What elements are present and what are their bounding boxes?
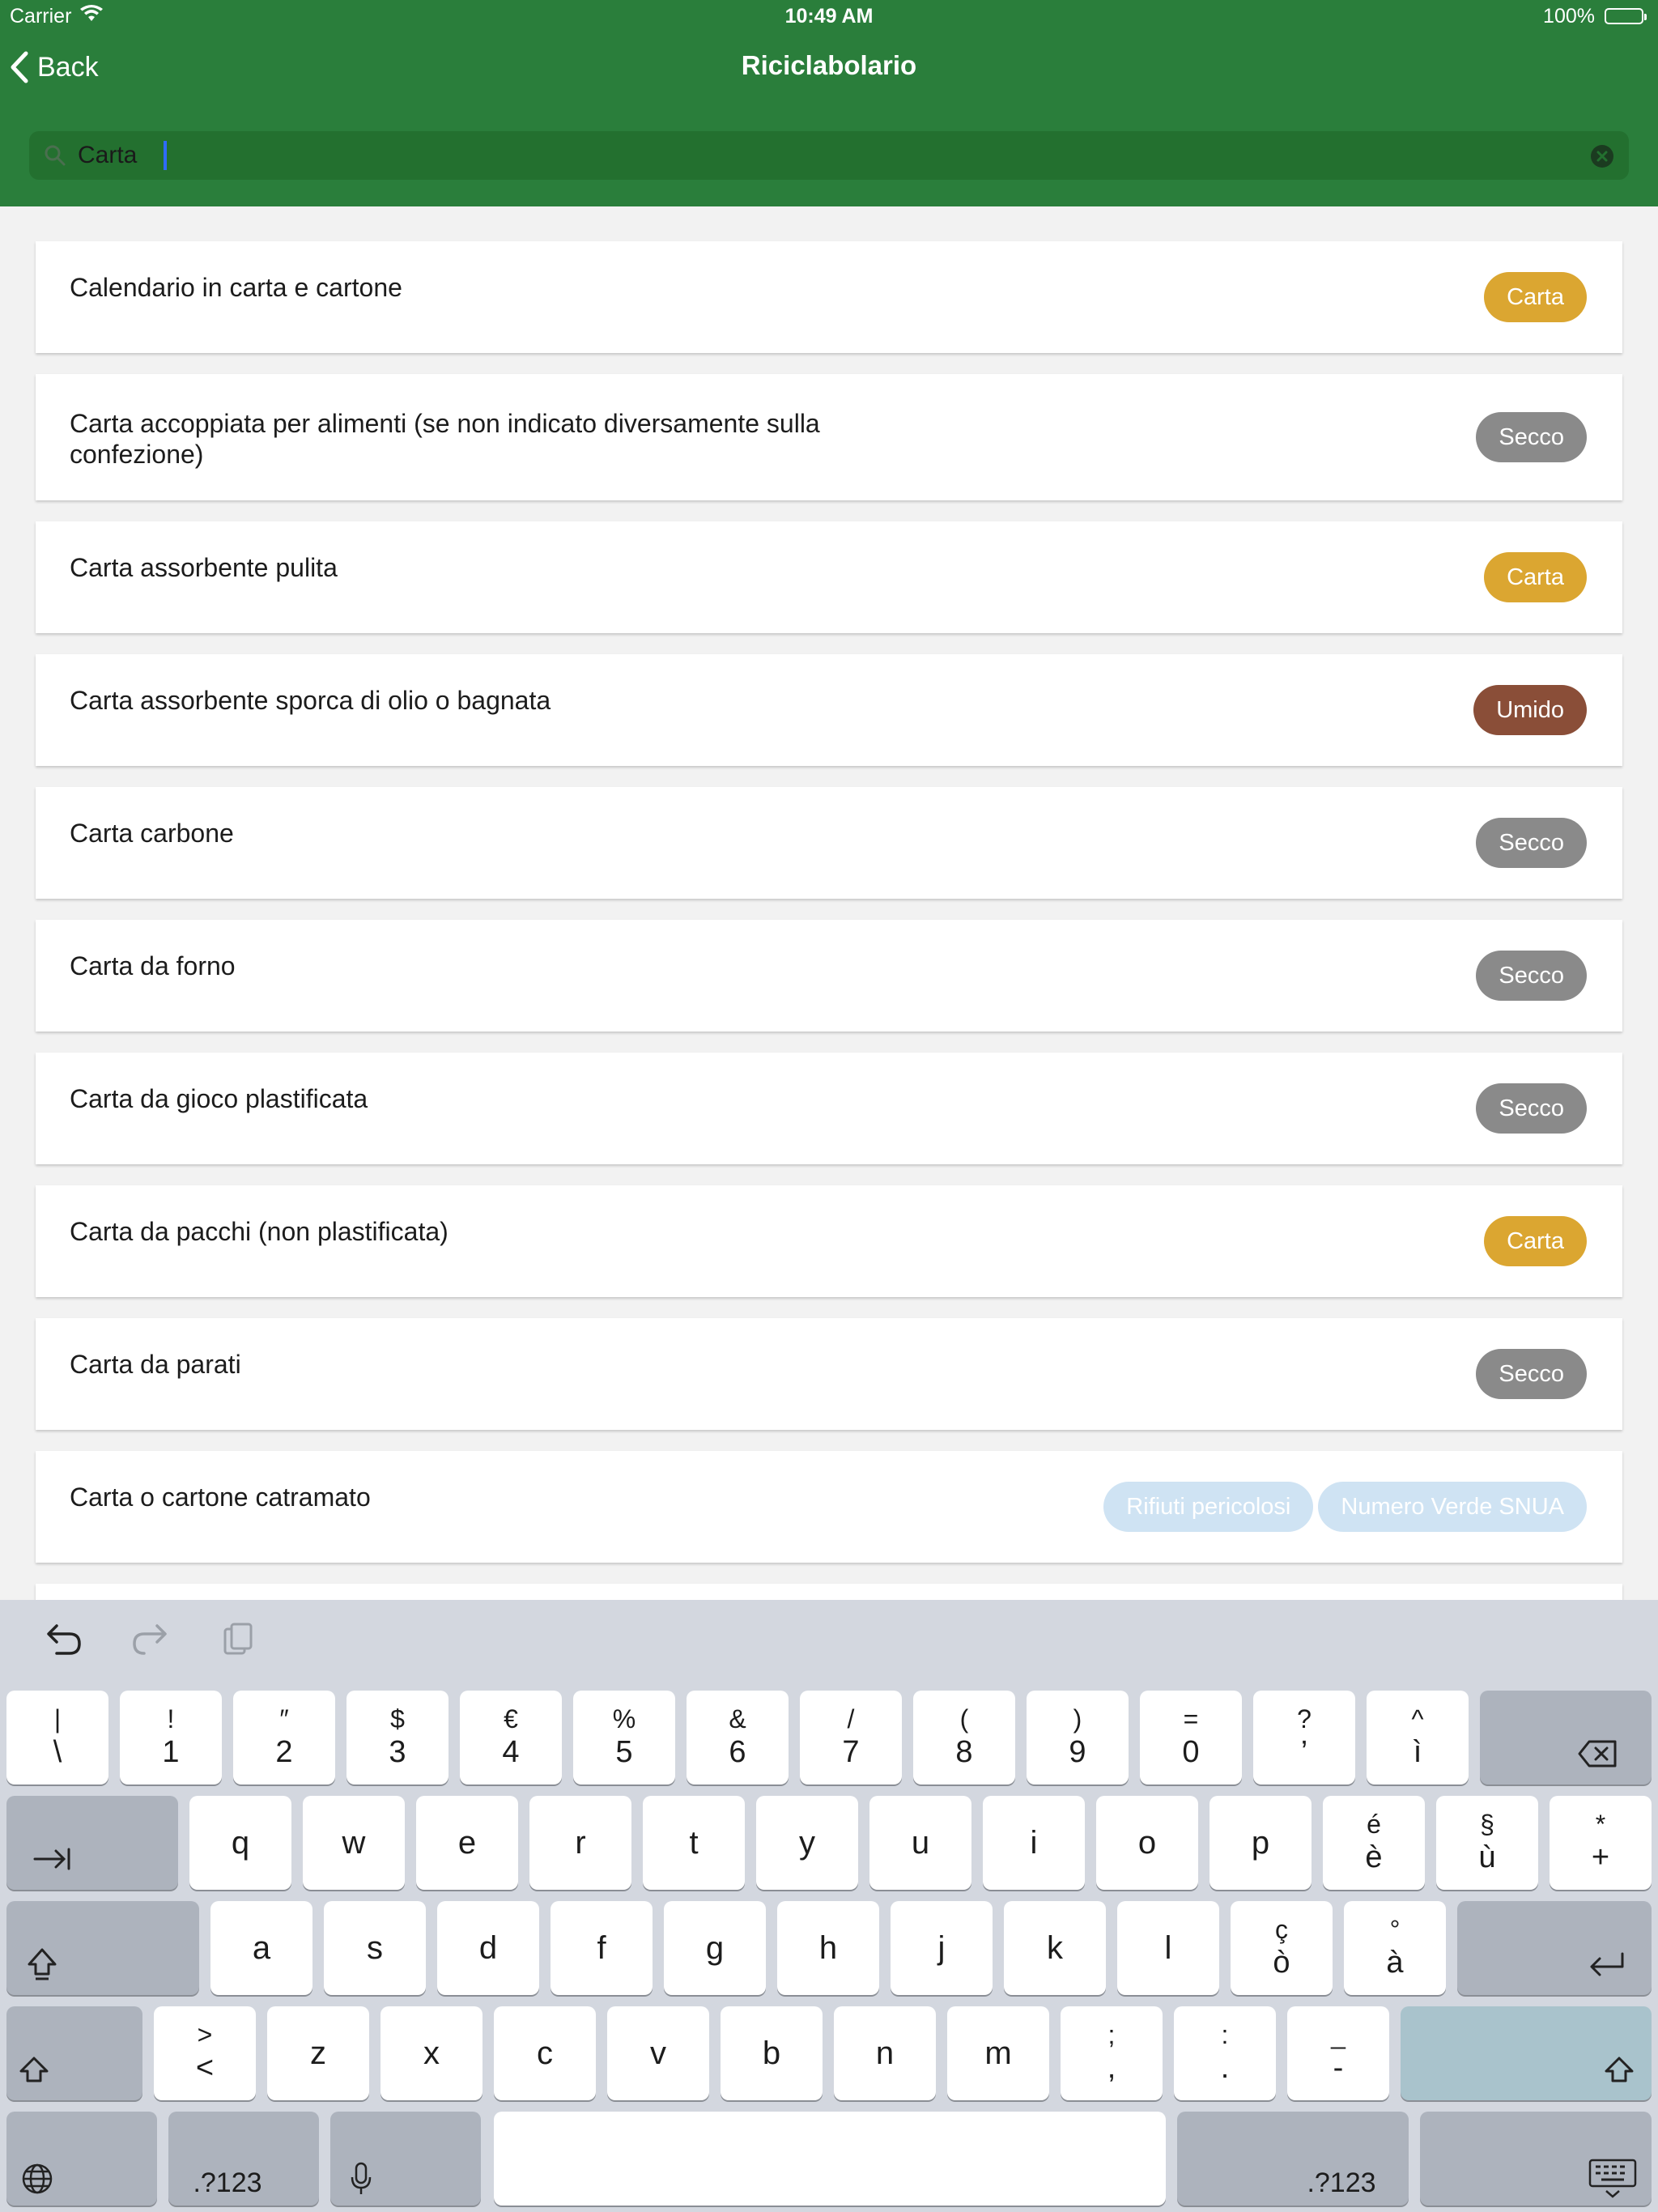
result-label: Carta carbone [70,819,234,848]
key[interactable] [416,1796,518,1890]
key[interactable] [664,1901,766,1995]
microphone-icon [349,2161,373,2197]
numbers-label: .?123 [1307,2167,1376,2198]
key-alt-label: = [1183,1704,1199,1733]
key-label: v [650,2035,666,2071]
key-alt-label: ) [1073,1704,1082,1733]
key-label: ò [1273,1946,1290,1980]
key-label: \ [53,1735,62,1769]
key[interactable] [721,2006,823,2100]
key-label: 8 [955,1735,973,1769]
category-badge[interactable]: Carta [1484,552,1587,602]
category-badges [1476,818,1587,868]
key-label: u [911,1824,930,1861]
delete-icon [1578,1739,1618,1768]
key[interactable] [6,1691,108,1784]
space-key[interactable] [494,2112,1166,2206]
category-badges [1476,412,1587,462]
key[interactable] [1061,2006,1163,2100]
key-label: y [799,1824,815,1861]
key[interactable] [437,1901,539,1995]
key-alt-label: / [847,1704,855,1733]
category-badge[interactable]: Numero Verde SNUA [1318,1482,1587,1532]
key-label: x [423,2035,440,2071]
key[interactable] [189,1796,291,1890]
result-label: Carta accoppiata per alimenti (se non indicato diversamente sulla confezione) [70,409,820,469]
key-alt-label: ( [959,1704,969,1733]
key[interactable] [643,1796,745,1890]
result-label: Carta da pacchi (non plastificata) [70,1217,449,1246]
category-badge[interactable]: Umido [1473,685,1587,735]
key[interactable] [891,1901,993,1995]
status-bar [0,0,1658,34]
key[interactable] [120,1691,222,1784]
key[interactable] [460,1691,562,1784]
key-alt-label: ! [167,1704,175,1733]
key-label: k [1047,1929,1063,1966]
return-icon [1587,1950,1627,1978]
key-label: , [1107,2051,1116,2085]
key-label: 3 [389,1735,406,1769]
key-label: 7 [842,1735,860,1769]
category-badges [1476,951,1587,1001]
key[interactable] [1174,2006,1276,2100]
key[interactable] [573,1691,675,1784]
key[interactable] [607,2006,709,2100]
key[interactable] [1096,1796,1198,1890]
key-label: m [984,2035,1012,2071]
key[interactable] [1140,1691,1242,1784]
key-label: a [252,1929,271,1966]
delete-key[interactable] [1480,1691,1652,1784]
category-badges [1476,1349,1587,1399]
result-card[interactable] [36,787,1622,899]
key-label: j [937,1929,946,1966]
dictation-key[interactable] [330,2112,481,2206]
key[interactable] [1287,2006,1389,2100]
key[interactable] [913,1691,1015,1784]
key[interactable] [380,2006,483,2100]
shift-icon [18,2055,50,2084]
key-label: o [1137,1824,1157,1861]
key-alt-label: ç [1275,1915,1288,1944]
key[interactable] [1027,1691,1129,1784]
result-card[interactable] [36,654,1622,766]
key-label: 2 [275,1735,293,1769]
result-card[interactable] [36,241,1622,353]
battery-percent: 100% [1543,5,1595,28]
key-label: è [1365,1840,1383,1874]
key[interactable] [777,1901,879,1995]
key-alt-label: $ [390,1704,405,1733]
clock: 10:49 AM [784,5,874,28]
redo-icon[interactable] [131,1621,168,1658]
key[interactable] [1436,1796,1538,1890]
key[interactable] [983,1796,1085,1890]
result-label: Calendario in carta e cartone [70,273,402,302]
back-label: Back [37,51,99,83]
tab-key[interactable] [6,1796,178,1890]
result-card[interactable] [36,1318,1622,1430]
key-label: l [1164,1929,1172,1966]
category-badges [1484,552,1587,602]
key[interactable] [1323,1796,1425,1890]
search-input[interactable] [78,131,1584,180]
key-alt-label: * [1595,1810,1606,1839]
key-alt-label: ″ [279,1704,289,1733]
search-bar[interactable] [29,131,1629,180]
category-badges [1476,1083,1587,1134]
caps-lock-key[interactable] [6,1901,199,1995]
key-alt-label: ? [1297,1704,1312,1733]
result-label: Carta da gioco plastificata [70,1084,368,1113]
result-label: Carta assorbente sporca di olio o bagnata [70,686,551,715]
key-alt-label: ; [1107,2020,1116,2049]
category-badge[interactable]: Carta [1484,1216,1587,1266]
key[interactable] [303,1796,405,1890]
keyboard [0,1600,1658,2212]
key[interactable] [233,1691,335,1784]
key[interactable] [529,1796,631,1890]
key-label: t [689,1824,699,1861]
key-label: b [762,2035,781,2071]
key[interactable] [869,1796,971,1890]
category-badge[interactable]: Secco [1476,412,1587,462]
key-label: . [1220,2051,1230,2085]
key-label: n [875,2035,895,2071]
key[interactable] [1231,1901,1333,1995]
key[interactable] [267,2006,369,2100]
category-badge[interactable]: Carta [1484,272,1587,322]
key-alt-label: € [504,1704,518,1733]
paste-icon[interactable] [222,1621,254,1658]
result-card[interactable] [36,920,1622,1032]
key-label: ì [1413,1735,1422,1769]
key-label: w [342,1824,366,1861]
key-label: e [457,1824,477,1861]
category-badge[interactable]: Secco [1476,951,1587,1001]
key[interactable] [324,1901,426,1995]
text-caret [164,141,167,170]
result-card[interactable] [36,1451,1622,1563]
key-label: s [367,1929,383,1966]
key[interactable] [551,1901,653,1995]
category-badges [1103,1482,1587,1532]
carrier-label: Carrier [10,5,72,28]
key-alt-label: : [1221,2020,1229,2049]
key[interactable] [1367,1691,1469,1784]
return-key[interactable] [1457,1901,1652,1995]
result-card[interactable] [36,374,1622,500]
category-badge[interactable]: Secco [1476,1083,1587,1134]
key-alt-label: > [197,2020,213,2049]
key-label: z [310,2035,326,2071]
key-label: à [1386,1946,1404,1980]
key[interactable] [1117,1901,1219,1995]
result-label: Carta assorbente pulita [70,553,338,582]
category-badges [1484,1216,1587,1266]
key-alt-label: & [729,1704,746,1733]
key[interactable] [947,2006,1049,2100]
key-label: p [1251,1824,1270,1861]
key-label: ’ [1300,1735,1308,1769]
key[interactable] [1253,1691,1355,1784]
category-badge[interactable]: Rifiuti pericolosi [1103,1482,1313,1532]
key[interactable] [800,1691,902,1784]
key[interactable] [687,1691,789,1784]
numbers-label: .?123 [193,2167,262,2198]
shift-key[interactable] [1401,2006,1652,2100]
key-label: d [478,1929,498,1966]
globe-key[interactable] [6,2112,157,2206]
undo-icon[interactable] [45,1621,83,1658]
key-label: 1 [162,1735,180,1769]
key[interactable] [210,1901,312,1995]
page-title: Riciclabolario [741,50,917,80]
key-label: 6 [729,1735,746,1769]
key[interactable] [346,1691,449,1784]
key-label: 9 [1069,1735,1086,1769]
shift-icon [1603,2055,1635,2084]
key-label: c [537,2035,553,2071]
result-card[interactable] [36,521,1622,633]
nav-header [0,0,1658,206]
category-badge[interactable]: Secco [1476,1349,1587,1399]
key-alt-label: _ [1331,2020,1346,2049]
result-label: Carta da parati [70,1350,241,1379]
caps-lock-icon [26,1946,58,1982]
key[interactable] [756,1796,858,1890]
key-label: 0 [1182,1735,1200,1769]
search-icon [44,144,66,167]
dismiss-keyboard-key[interactable] [1420,2112,1652,2206]
key[interactable] [1209,1796,1312,1890]
key-label: r [575,1824,586,1861]
shift-key[interactable] [6,2006,142,2100]
category-badge[interactable]: Secco [1476,818,1587,868]
key-label: i [1030,1824,1038,1861]
key-label: f [597,1929,606,1966]
category-badges [1484,272,1587,322]
key[interactable] [154,2006,256,2100]
clear-search-icon[interactable] [1590,144,1614,168]
key-label: 4 [502,1735,520,1769]
numbers-key[interactable] [168,2112,319,2206]
key[interactable] [1344,1901,1446,1995]
key-alt-label: % [612,1704,636,1733]
keyboard-dismiss-icon [1588,2159,1637,2199]
key-alt-label: é [1367,1810,1381,1839]
key-label: 5 [615,1735,633,1769]
key-label: + [1591,1840,1610,1874]
result-label: Carta da forno [70,951,236,981]
key-alt-label: | [53,1704,62,1733]
tab-icon [32,1847,72,1871]
key-label: h [818,1929,838,1966]
category-badges [1473,685,1587,735]
key-label: ù [1478,1840,1496,1874]
key-label: q [231,1824,250,1861]
battery-icon [1605,8,1643,24]
key[interactable] [1550,1796,1652,1890]
key-label: g [705,1929,725,1966]
key[interactable] [834,2006,936,2100]
numbers-key[interactable] [1177,2112,1409,2206]
key-alt-label: ° [1389,1915,1401,1944]
key-label: - [1333,2051,1344,2085]
key-alt-label: ^ [1411,1704,1424,1733]
result-label: Carta o cartone catramato [70,1482,371,1512]
key-label: < [195,2051,215,2085]
result-card[interactable] [36,1053,1622,1164]
globe-icon [21,2163,53,2195]
key[interactable] [494,2006,596,2100]
key[interactable] [1004,1901,1106,1995]
key-alt-label: § [1480,1810,1494,1839]
result-card[interactable] [36,1185,1622,1297]
